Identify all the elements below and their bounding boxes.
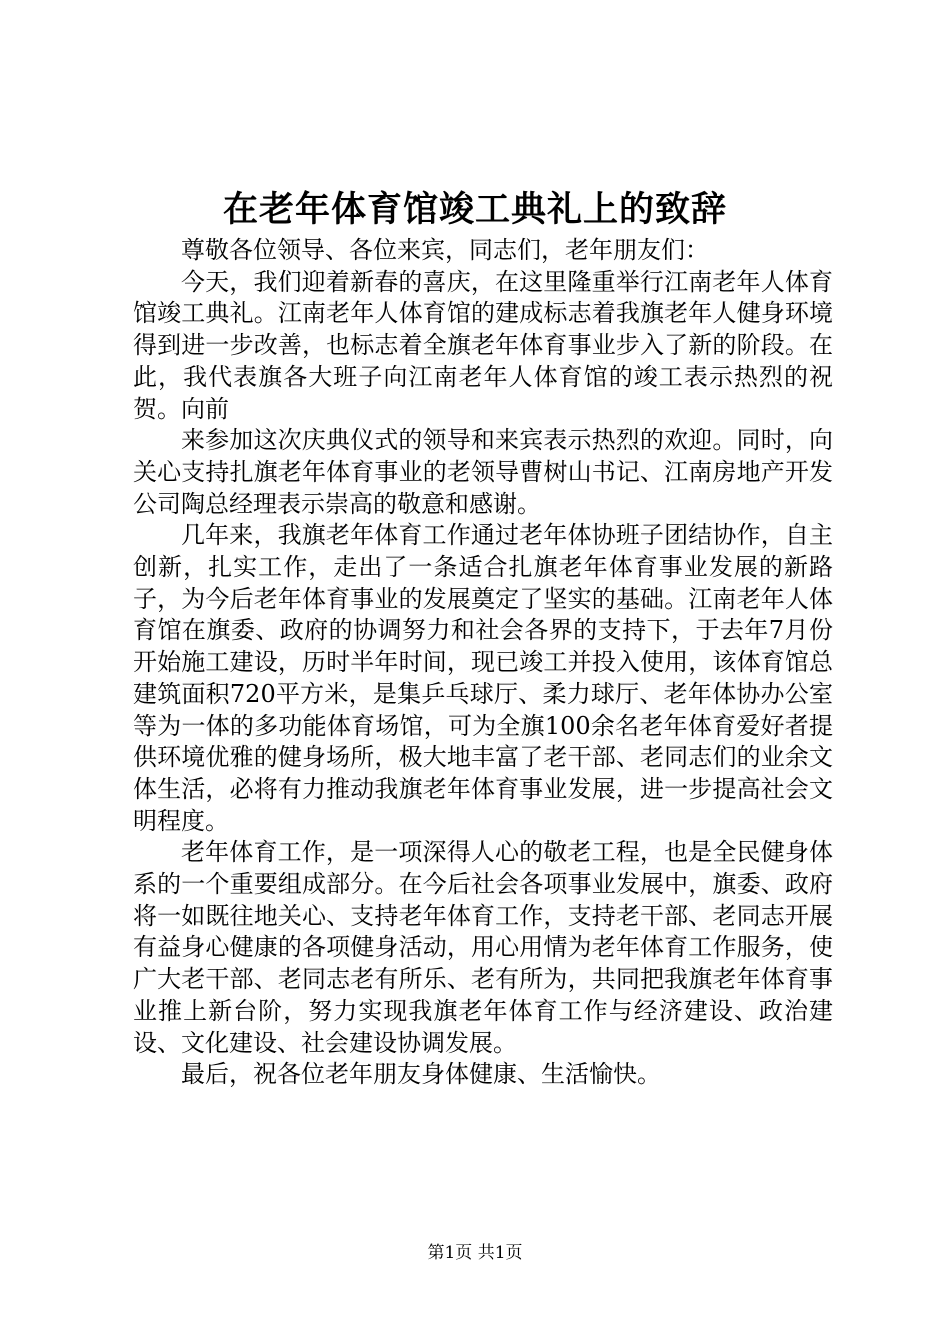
document-title: 在老年体育馆竣工典礼上的致辞	[222, 189, 727, 230]
paragraph-closing: 最后，祝各位老年朋友身体健康、生活愉快。	[181, 1060, 661, 1089]
paragraph-salutation: 尊敬各位领导、各位来宾，同志们，老年朋友们：	[181, 236, 709, 264]
paragraph-welcome: 来参加这次庆典仪式的领导和来宾表示热烈的欢迎。同时，向关心支持扎旗老年体育事业的老领导曹树山书记、江南房地产开发公司陶总经理表示崇高的敬意和感谢。	[133, 426, 833, 518]
document-body	[133, 235, 833, 1091]
paragraph-opening: 今天，我们迎着新春的喜庆，在这里隆重举行江南老年人体育馆竣工典礼。江南老年人体育馆的建成标志着我旗老年人健身环境得到进一步改善，也标志着全旗老年体育事业步入了新的阶段。在此，我代表旗各大班子向江南老年人体育馆的竣工表示热烈的祝贺。向前	[133, 267, 833, 423]
paragraph-achievements: 几年来，我旗老年体育工作通过老年体协班子团结协作，自主创新，扎实工作，走出了一条适合扎旗老年体育事业发展的新路子，为今后老年体育事业的发展奠定了坚实的基础。江南老年人体育馆在旗委、政府的协调努力和社会各界的支持下，于去年7月份开始施工建设，历时半年时间，现已竣工并投入使用，该体育馆总建筑面积720平方米，是集乒乓球厅、柔力球厅、老年体协办公室等为一体的多功能体育场馆，可为全旗100余名老年体育爱好者提供环境优雅的健身场所，极大地丰富了老干部、老同志们的业余文体生活，必将有力推动我旗老年体育事业发展，进一步提高社会文明程度。	[133, 521, 833, 835]
page-footer: 第1页 共1页	[427, 1243, 523, 1263]
paragraph-outlook: 老年体育工作，是一项深得人心的敬老工程，也是全民健身体系的一个重要组成部分。在今后社会各项事业发展中，旗委、政府将一如既往地关心、支持老年体育工作，支持老干部、老同志开展有益身心健康的各项健身活动，用心用情为老年体育工作服务，使广大老干部、老同志老有所乐、老有所为，共同把我旗老年体育事业推上新台阶，努力实现我旗老年体育工作与经济建设、政治建设、文化建设、社会建设协调发展。	[133, 838, 833, 1057]
